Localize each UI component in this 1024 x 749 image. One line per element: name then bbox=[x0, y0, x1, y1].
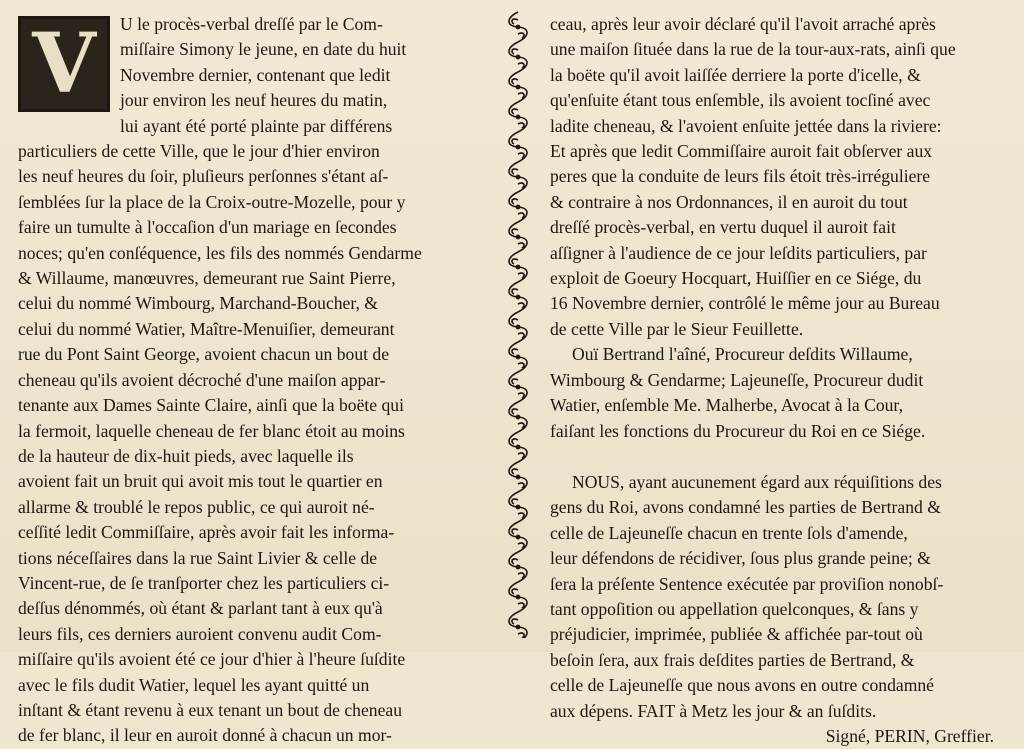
ornament-dot bbox=[516, 265, 519, 268]
text-line: jour environ les neuf heures du matin, bbox=[120, 90, 388, 111]
text-line: faiſant les fonctions du Procureur du Roi en ce Siége. bbox=[550, 420, 926, 441]
text-line: de fer blanc, il leur en auroit donné à chacun un mor- bbox=[18, 725, 392, 746]
text-line: cheneau qu'ils avoient décroché d'une maiſon appar- bbox=[18, 369, 386, 390]
text-line: noces; qu'en conſéquence, les fils des nommés Gendarme bbox=[18, 242, 422, 263]
text-line: celle de Lajeuneſſe chacun en trente ſols d'amende, bbox=[550, 522, 908, 543]
text-line: une maiſon ſituée dans la rue de la tour-aux-rats, ainſi que bbox=[550, 39, 956, 60]
text-line: exploit de Goeury Hocquart, Huiſſier en ce Siége, du bbox=[550, 268, 922, 289]
right-paragraph-1 bbox=[550, 12, 1016, 342]
text-line: les neuf heures du ſoir, pluſieurs perſonnes s'étant aſ- bbox=[18, 166, 389, 187]
text-line: NOUS, ayant aucunement égard aux réquiſitions des bbox=[572, 471, 942, 492]
text-line: miſſaire qu'ils avoient été ce jour d'hier à l'heure ſuſdite bbox=[18, 649, 406, 670]
text-line: leur défendons de récidiver, ſous plus grande peine; & bbox=[550, 548, 931, 569]
text-line: ceau, après leur avoir déclaré qu'il l'avoit arraché après bbox=[550, 14, 936, 34]
ornament-dot bbox=[516, 205, 519, 208]
text-line: lui ayant été porté plainte par différens bbox=[120, 115, 393, 136]
text-line: ladite cheneau, & l'avoient enſuite jettée dans la riviere: bbox=[550, 115, 942, 136]
ornament-dot bbox=[516, 535, 519, 538]
text-line: celui du nommé Watier, Maître-Menuiſier, demeurant bbox=[18, 318, 395, 339]
left-column bbox=[18, 12, 488, 749]
text-line: tant oppoſition ou appellation quelconques, & ſans y bbox=[550, 598, 919, 619]
text-line: rue du Pont Saint George, avoient chacun un bout de bbox=[18, 344, 390, 365]
text-line: tenante aux Dames Sainte Claire, ainſi que la boëte qui bbox=[18, 395, 404, 416]
text-line: aſſigner à l'audience de ce jour leſdits particuliers, par bbox=[550, 242, 927, 263]
text-line: ceſſité ledit Commiſſaire, après avoir fait les informa- bbox=[18, 522, 395, 543]
ornament-dot bbox=[516, 475, 519, 478]
ornament-dot bbox=[516, 505, 519, 508]
right-paragraph-2 bbox=[550, 342, 1016, 444]
ornament-dot bbox=[516, 85, 519, 88]
ornament-dot bbox=[516, 565, 519, 568]
ornament-dot bbox=[516, 385, 519, 388]
text-line: U le procès-verbal dreſſé par le Com- bbox=[120, 14, 383, 34]
text-line: Watier, enſemble Me. Malherbe, Avocat à la Cour, bbox=[550, 395, 903, 416]
text-line: avoient fait un bruit qui avoit mis tout le quartier en bbox=[18, 471, 383, 492]
ornament-dot bbox=[516, 235, 519, 238]
ornamental-divider bbox=[496, 8, 540, 638]
initial-letter: V bbox=[32, 16, 96, 112]
ornament-dot bbox=[516, 55, 519, 58]
right-paragraph-3 bbox=[550, 470, 1016, 724]
text-line: gens du Roi, avons condamné les parties de Bertrand & bbox=[550, 497, 941, 518]
text-line: leurs fils, ces derniers auroient convenu audit Com- bbox=[18, 623, 382, 644]
paragraph-gap bbox=[550, 444, 1016, 470]
text-line: celle de Lajeuneſſe que nous avons en outre condamné bbox=[550, 675, 934, 696]
text-line: tions néceſſaires dans la rue Saint Livier & celle de bbox=[18, 547, 378, 568]
text-line: 16 Novembre dernier, contrôlé le même jour au Bureau bbox=[550, 293, 940, 314]
text-line: inſtant & étant revenu à eux tenant un bout de cheneau bbox=[18, 699, 402, 720]
text-line: de la hauteur de dix-huit pieds, avec laquelle ils bbox=[18, 445, 354, 466]
text-line: préjudicier, imprimée, publiée & affichée par-tout où bbox=[550, 624, 923, 645]
ornament-dot bbox=[516, 25, 519, 28]
text-line: Ouï Bertrand l'aîné, Procureur deſdits Willaume, bbox=[572, 344, 913, 365]
ornament-dot bbox=[516, 175, 519, 178]
text-line: beſoin ſera, aux frais deſdites parties de Bertrand, & bbox=[550, 649, 915, 670]
text-line: & contraire à nos Ordonnances, il en auroit du tout bbox=[550, 191, 908, 212]
signature-line: Signé, PERIN, Greffier. bbox=[825, 725, 994, 746]
text-line: peres que la conduite de leurs fils étoit très-irréguliere bbox=[550, 166, 931, 187]
text-line: avec le fils dudit Watier, lequel les ayant quitté un bbox=[18, 674, 370, 695]
text-line: aux dépens. FAIT à Metz les jour & an ſuſdits. bbox=[550, 700, 877, 721]
ornament-dot bbox=[516, 145, 519, 148]
ornament-dot bbox=[516, 295, 519, 298]
ornament-dot bbox=[516, 325, 519, 328]
text-line: la boëte qu'il avoit laiſſée derriere la porte d'icelle, & bbox=[550, 64, 921, 85]
text-line: faire un tumulte à l'occaſion d'un mariage en ſecondes bbox=[18, 217, 397, 238]
text-line: celui du nommé Wimbourg, Marchand-Boucher, & bbox=[18, 293, 378, 314]
text-line: dreſſé procès-verbal, en vertu duquel il auroit fait bbox=[550, 217, 896, 238]
text-line: Novembre dernier, contenant que ledit bbox=[120, 64, 391, 85]
text-line: ſemblées ſur la place de la Croix-outre-Mozelle, pour y bbox=[18, 191, 406, 212]
text-line: de cette Ville par le Sieur Feuillette. bbox=[550, 318, 804, 339]
text-line: deſſus dénommés, où étant & parlant tant à eux qu'à bbox=[18, 598, 383, 619]
text-line: particuliers de cette Ville, que le jour d'hier environ bbox=[18, 141, 380, 162]
ornament-dot bbox=[516, 415, 519, 418]
ornament-dot bbox=[516, 355, 519, 358]
left-column-text bbox=[18, 12, 488, 749]
text-line: qu'enſuite étant tous enſemble, ils avoient tocſiné avec bbox=[550, 90, 931, 111]
text-line: & Willaume, manœuvres, demeurant rue Saint Pierre, bbox=[18, 268, 396, 289]
text-line: allarme & troublé le repos public, ce qui auroit né- bbox=[18, 496, 375, 517]
text-line: Wimbourg & Gendarme; Lajeuneſſe, Procureur dudit bbox=[550, 369, 924, 390]
text-line: Et après que ledit Commiſſaire auroit fait obſerver aux bbox=[550, 141, 933, 162]
ornament-dot bbox=[516, 595, 519, 598]
text-line: la fermoit, laquelle cheneau de fer blanc étoit au moins bbox=[18, 420, 405, 441]
decorated-initial bbox=[18, 16, 110, 112]
right-column bbox=[550, 12, 1016, 749]
text-line: Vincent-rue, de ſe tranſporter chez les particuliers ci- bbox=[18, 572, 390, 593]
ornament-dot bbox=[516, 115, 519, 118]
text-line: ſera la préſente Sentence exécutée par proviſion nonobſ- bbox=[550, 573, 944, 594]
text-line: miſſaire Simony le jeune, en date du huit bbox=[120, 39, 407, 60]
ornament-dot bbox=[516, 625, 519, 628]
ornament-dot bbox=[516, 445, 519, 448]
